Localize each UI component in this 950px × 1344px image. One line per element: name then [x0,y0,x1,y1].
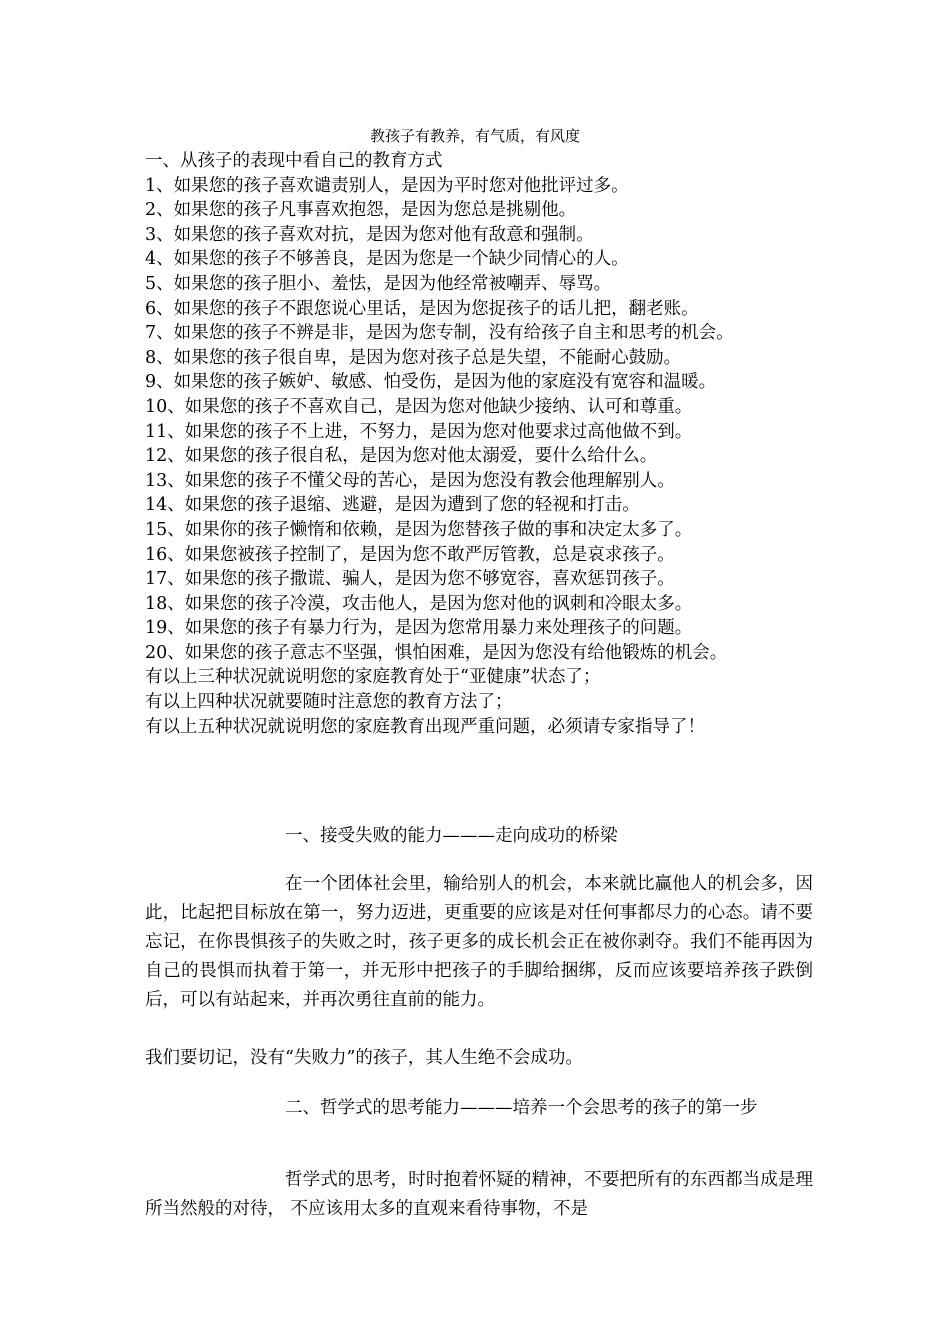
list-item: 11、如果您的孩子不上进，不努力，是因为您对他要求过高他做不到。 [145,421,693,442]
list-item: 14、如果您的孩子退缩、逃避，是因为遭到了您的轻视和打击。 [145,495,640,516]
list-item: 7、如果您的孩子不辨是非，是因为您专制，没有给孩子自主和思考的机会。 [145,323,734,344]
part1-remark: 我们要切记，没有“失败力”的孩子，其人生绝不会成功。 [145,1048,583,1068]
part1-heading: 一、接受失败的能力———走向成功的桥梁 [285,826,618,846]
conclusion-line: 有以上五种状况就说明您的家庭教育出现严重问题，必须请专家指导了！ [145,716,705,737]
list-item: 20、如果您的孩子意志不坚强，惧怕困难，是因为您没有给他锻炼的机会。 [145,642,728,663]
self-check-section [145,149,825,739]
list-item: 2、如果您的孩子凡事喜欢抱怨，是因为您总是挑剔他。 [145,200,577,221]
list-item: 19、如果您的孩子有暴力行为，是因为您常用暴力来处理孩子的问题。 [145,618,693,639]
list-item: 17、如果您的孩子撒谎、骗人，是因为您不够宽容，喜欢惩罚孩子。 [145,569,675,590]
list-item: 10、如果您的孩子不喜欢自己，是因为您对他缺少接纳、认可和尊重。 [145,396,693,417]
list-item: 12、如果您的孩子很自私，是因为您对他太溺爱，要什么给什么。 [145,446,658,467]
list-item: 15、如果你的孩子懒惰和依赖，是因为您替孩子做的事和决定太多了。 [145,519,693,540]
part2-heading: 二、哲学式的思考能力———培养一个会思考的孩子的第一步 [285,1098,758,1118]
conclusion-line: 有以上四种状况就要随时注意您的教育方法了； [145,692,513,713]
list-item: 4、如果您的孩子不够善良，是因为您是一个缺少同情心的人。 [145,249,629,270]
list-item: 9、如果您的孩子嫉妒、敏感、怕受伤，是因为他的家庭没有宽容和温暖。 [145,372,717,393]
list-item: 6、如果您的孩子不跟您说心里话，是因为您捉孩子的话儿把，翻老账。 [145,298,699,319]
part1-paragraph: 在一个团体社会里，输给别人的机会，本来就比赢他人的机会多，因此，比起把目标放在第一，努力迈进，更重要的应该是对任何事都尽力的心态。请不要忘记，在你畏惧孩子的失败之时，孩子更多的成长机会正在被你剥夺。我们不能再因为自己的畏惧而执着于第一，并无形中把孩子的手脚给捆绑，反而应该要培养孩子跌倒后，可以有站起来，并再次勇往直前的能力。 [145,874,813,1010]
list-item: 16、如果您被孩子控制了，是因为您不敢严厉管教，总是哀求孩子。 [145,544,675,565]
conclusion-line: 有以上三种状况就说明您的家庭教育处于“亚健康”状态了； [145,667,601,688]
list-item: 1、如果您的孩子喜欢谴责别人，是因为平时您对他批评过多。 [145,175,629,196]
part2-paragraph: 哲学式的思考，时时抱着怀疑的精神，不要把所有的东西都当成是理所当然般的对待， 不应该用太多的直观来看待事物，不是 [145,1170,813,1219]
list-item: 18、如果您的孩子冷漠，攻击他人，是因为您对他的讽刺和冷眼太多。 [145,593,693,614]
list-item: 13、如果您的孩子不懂父母的苦心，是因为您没有教会他理解别人。 [145,470,675,491]
section-heading: 一、从孩子的表现中看自己的教育方式 [145,151,443,171]
document-title: 教孩子有教养，有气质，有风度 [369,127,580,145]
list-item: 5、如果您的孩子胆小、羞怯，是因为他经常被嘲弄、辱骂。 [145,273,612,294]
list-item: 3、如果您的孩子喜欢对抗，是因为您对他有敌意和强制。 [145,224,594,245]
list-item: 8、如果您的孩子很自卑，是因为您对孩子总是失望，不能耐心鼓励。 [145,347,682,368]
